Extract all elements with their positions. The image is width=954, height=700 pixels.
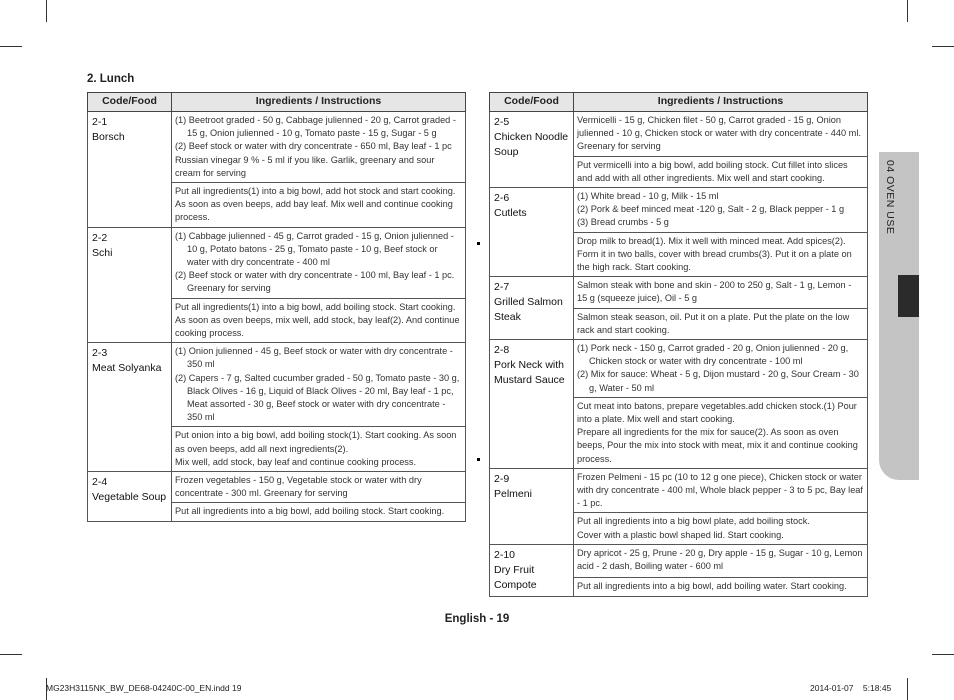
ingredients-cell (172, 112, 466, 183)
ingredients-cell (574, 544, 868, 577)
recipe-code-cell (88, 343, 172, 472)
instruction-line: Cut meat into batons, prepare vegetables.add chicken stock.(1) Pour into a plate. Mix well and start cooking. (577, 400, 857, 425)
recipe-name: Chicken Noodle Soup (494, 131, 569, 158)
chapter-marker (898, 275, 919, 317)
instruction-line: Put all ingredients(1) into a big bowl, add hot stock and start cooking. As soon as oven beeps, add bay leaf. Mix well and continue cooking process. (175, 186, 456, 223)
ingredient-line: Dry apricot - 25 g, Prune - 20 g, Dry apple - 15 g, Sugar - 10 g, Lemon acid - 2 dash, Boiling water - 600 ml (577, 547, 863, 572)
recipe-name: Borsch (92, 131, 125, 143)
ingredients-cell (574, 112, 868, 157)
ingredients-cell (172, 227, 466, 298)
ingredient-line: (3) Bread crumbs - 5 g (577, 217, 669, 228)
ingredient-line: (2) Capers - 7 g, Salted cucumber graded - 50 g, Tomato paste - 30 g, Black Olives - 16 g, Liquid of Black Olives - 20 ml, Bay leaf - 1 pc, Meat assorted - 30 g, Beef stock or water with dry concentrate - 350 ml (175, 372, 460, 423)
crop-mark (46, 0, 47, 22)
table-row (490, 188, 868, 233)
instruction-line: Put all ingredients(1) into a big bowl, add boiling stock. Start cooking. As soon as oven beeps, mix well, add stock, bay leaf(2). And continue cooking process. (175, 301, 460, 339)
recipe-name: Pork Neck with Mustard Sauce (494, 359, 565, 387)
table-row (88, 112, 466, 183)
ingredient-line: Frozen Pelmeni - 15 pc (10 to 12 g one piece), Chicken stock or water with dry concentrate - 400 ml, Whole black pepper - 3 to 5 pc, Bay leaf - 1 pc. (577, 471, 863, 509)
ingredient-line: (2) Beef stock or water with dry concentrate - 650 ml, Bay leaf - 1 pc (175, 141, 452, 152)
crop-mark (0, 46, 22, 47)
recipe-table-left (87, 92, 466, 522)
recipe-code-cell (490, 188, 574, 277)
ingredient-line: Russian vinegar 9 % - 5 ml if you like. Garlik, greenary and sour cream for serving (175, 154, 435, 178)
instructions-cell (574, 513, 868, 544)
recipe-code: 2-7 (494, 281, 510, 294)
fold-mark (477, 458, 480, 461)
instruction-line: Put onion into a big bowl, add boiling stock(1). Start cooking. As soon as oven beeps, add all next ingredients(2). (175, 430, 457, 454)
ingredient-line: Frozen vegetables - 150 g, Vegetable stock or water with dry concentrate - 300 ml. Greenary for serving (175, 475, 422, 499)
instructions-cell (172, 503, 466, 521)
ingredients-cell (574, 188, 868, 233)
recipe-code-cell (88, 227, 172, 343)
table-row (490, 112, 868, 157)
column-header-ingredients: Ingredients / Instructions (574, 93, 868, 112)
recipe-name: Meat Solyanka (92, 362, 162, 375)
ingredients-cell (172, 343, 466, 427)
table-row (490, 468, 868, 513)
ingredient-line: (1) Pork neck - 150 g, Carrot graded - 20 g, Onion julienned - 20 g, Chicken stock or water with dry concentrate - 100 ml (577, 343, 849, 367)
column-header-code: Code/Food (490, 93, 574, 112)
recipe-code-cell (490, 544, 574, 596)
instruction-line: Put vermicelli into a big bowl, add boiling stock. Cut fillet into slices and add with all other ingredients. Mix well and start cooking. (577, 159, 848, 183)
table-row (88, 343, 466, 427)
instruction-line: Put all ingredients into a big bowl plate, add boiling stock. (577, 516, 810, 527)
recipe-code: 2-3 (92, 347, 108, 360)
instruction-line: Prepare all ingredients for the mix for sauce(2). As soon as oven beeps, Pour the mix into stock with meat, mix it and continue cooking process. (577, 427, 858, 464)
ingredient-line: (2) Mix for sauce: Wheat - 5 g, Dijon mustard - 20 g, Sour Cream - 30 g, Water - 50 ml (577, 369, 859, 393)
fold-mark (477, 242, 480, 245)
footer-file-name: MG23H3115NK_BW_DE68-04240C-00_EN.indd 19 (46, 683, 242, 693)
instruction-line: Cover with a plastic bowl shaped lid. Start cooking. (577, 529, 784, 540)
ingredient-line: Salmon steak with bone and skin - 200 to 250 g, Salt - 1 g, Lemon - 15 g (squeeze juice), Oil - 5 g (577, 280, 852, 304)
ingredient-line: Vermicelli - 15 g, Chicken filet - 50 g, Carrot graded - 15 g, Onion julienned - 10 g, Chicken stock or water with dry concentrate - 440 ml. Greenary for serving (577, 115, 861, 152)
instructions-cell (574, 308, 868, 339)
recipe-code-cell (490, 277, 574, 340)
recipe-code-cell (88, 472, 172, 522)
table-row (490, 340, 868, 398)
recipe-code-cell (490, 340, 574, 469)
recipe-code: 2-6 (494, 192, 510, 205)
ingredients-cell (574, 340, 868, 398)
instruction-line: Mix well, add stock, bay leaf and continue cooking process. (175, 456, 417, 467)
instruction-line: Salmon steak season, oil. Put it on a plate. Put the plate on the low rack and start cooking. (577, 311, 850, 335)
recipe-table-right (489, 92, 868, 597)
ingredient-line: (1) White bread - 10 g, Milk - 15 ml (577, 191, 719, 202)
column-header-code: Code/Food (88, 93, 172, 112)
recipe-name: Dry Fruit Compote (494, 563, 537, 591)
crop-mark (0, 654, 22, 655)
recipe-name: Vegetable Soup (92, 491, 167, 504)
crop-mark (907, 0, 908, 22)
instructions-cell (574, 156, 868, 187)
instruction-line: Put all ingredients into a big bowl, add boiling water. Start cooking. (577, 580, 847, 591)
recipe-code: 2-1 (92, 116, 108, 128)
recipe-code: 2-9 (494, 472, 510, 485)
recipe-name: Cutlets (494, 207, 527, 220)
ingredient-line: (1) Onion julienned - 45 g, Beef stock or water with dry concentrate - 350 ml (175, 346, 453, 370)
ingredient-line: (1) Beetroot graded - 50 g, Cabbage julienned - 20 g, Carrot graded - 15 g, Onion julienned - 10 g, Tomato paste - 15 g, Sugar - 5 g (175, 115, 456, 139)
recipe-code: 2-4 (92, 476, 108, 489)
ingredients-cell (574, 277, 868, 308)
recipe-code: 2-8 (494, 344, 510, 357)
instructions-cell (172, 427, 466, 472)
recipe-code-cell (490, 112, 574, 188)
instructions-cell (574, 232, 868, 277)
recipe-code-cell (490, 468, 574, 544)
table-row (490, 277, 868, 308)
ingredients-cell (574, 468, 868, 513)
instruction-line: Drop milk to bread(1). Mix it well with minced meat. Add spices(2). Form it in two balls, cover with bread crumbs(3). Put it on a plate on the high rack. Start cooking. (577, 235, 852, 273)
crop-mark (907, 678, 908, 700)
section-title: 2. Lunch (87, 73, 135, 85)
column-header-ingredients: Ingredients / Instructions (172, 93, 466, 112)
instructions-cell (172, 183, 466, 228)
instructions-cell (574, 397, 868, 468)
footer-timestamp: 2014-01-07 5:18:45 (810, 683, 892, 693)
recipe-code: 2-10 (494, 548, 516, 561)
recipe-name: Grilled Salmon Steak (494, 296, 563, 324)
page-number: English - 19 (444, 613, 510, 625)
ingredient-line: (2) Pork & beef minced meat -120 g, Salt - 2 g, Black pepper - 1 g (577, 204, 845, 215)
ingredient-line: (2) Beef stock or water with dry concentrate - 100 ml, Bay leaf - 1 pc. Greenary for serving (175, 270, 455, 294)
instructions-cell (574, 577, 868, 596)
table-row (88, 472, 466, 503)
ingredient-line: (1) Cabbage julienned - 45 g, Carrot graded - 15 g, Onion julienned - 10 g, Potato batons - 25 g, Tomato paste - 10 g, Beef stock or water with dry concentrate - 400 ml (175, 230, 454, 268)
crop-mark (932, 46, 954, 47)
table-row (88, 227, 466, 298)
instructions-cell (172, 298, 466, 343)
recipe-code: 2-2 (92, 231, 108, 244)
recipe-name: Schi (92, 246, 113, 259)
recipe-name: Pelmeni (494, 487, 532, 500)
table-row (490, 544, 868, 577)
instruction-line: Put all ingredients into a big bowl, add boiling stock. Start cooking. (175, 506, 445, 517)
crop-mark (932, 654, 954, 655)
ingredients-cell (172, 472, 466, 503)
recipe-code: 2-5 (494, 116, 510, 128)
chapter-tab-label: 04 OVEN USE (884, 160, 896, 235)
recipe-code-cell (88, 112, 172, 228)
